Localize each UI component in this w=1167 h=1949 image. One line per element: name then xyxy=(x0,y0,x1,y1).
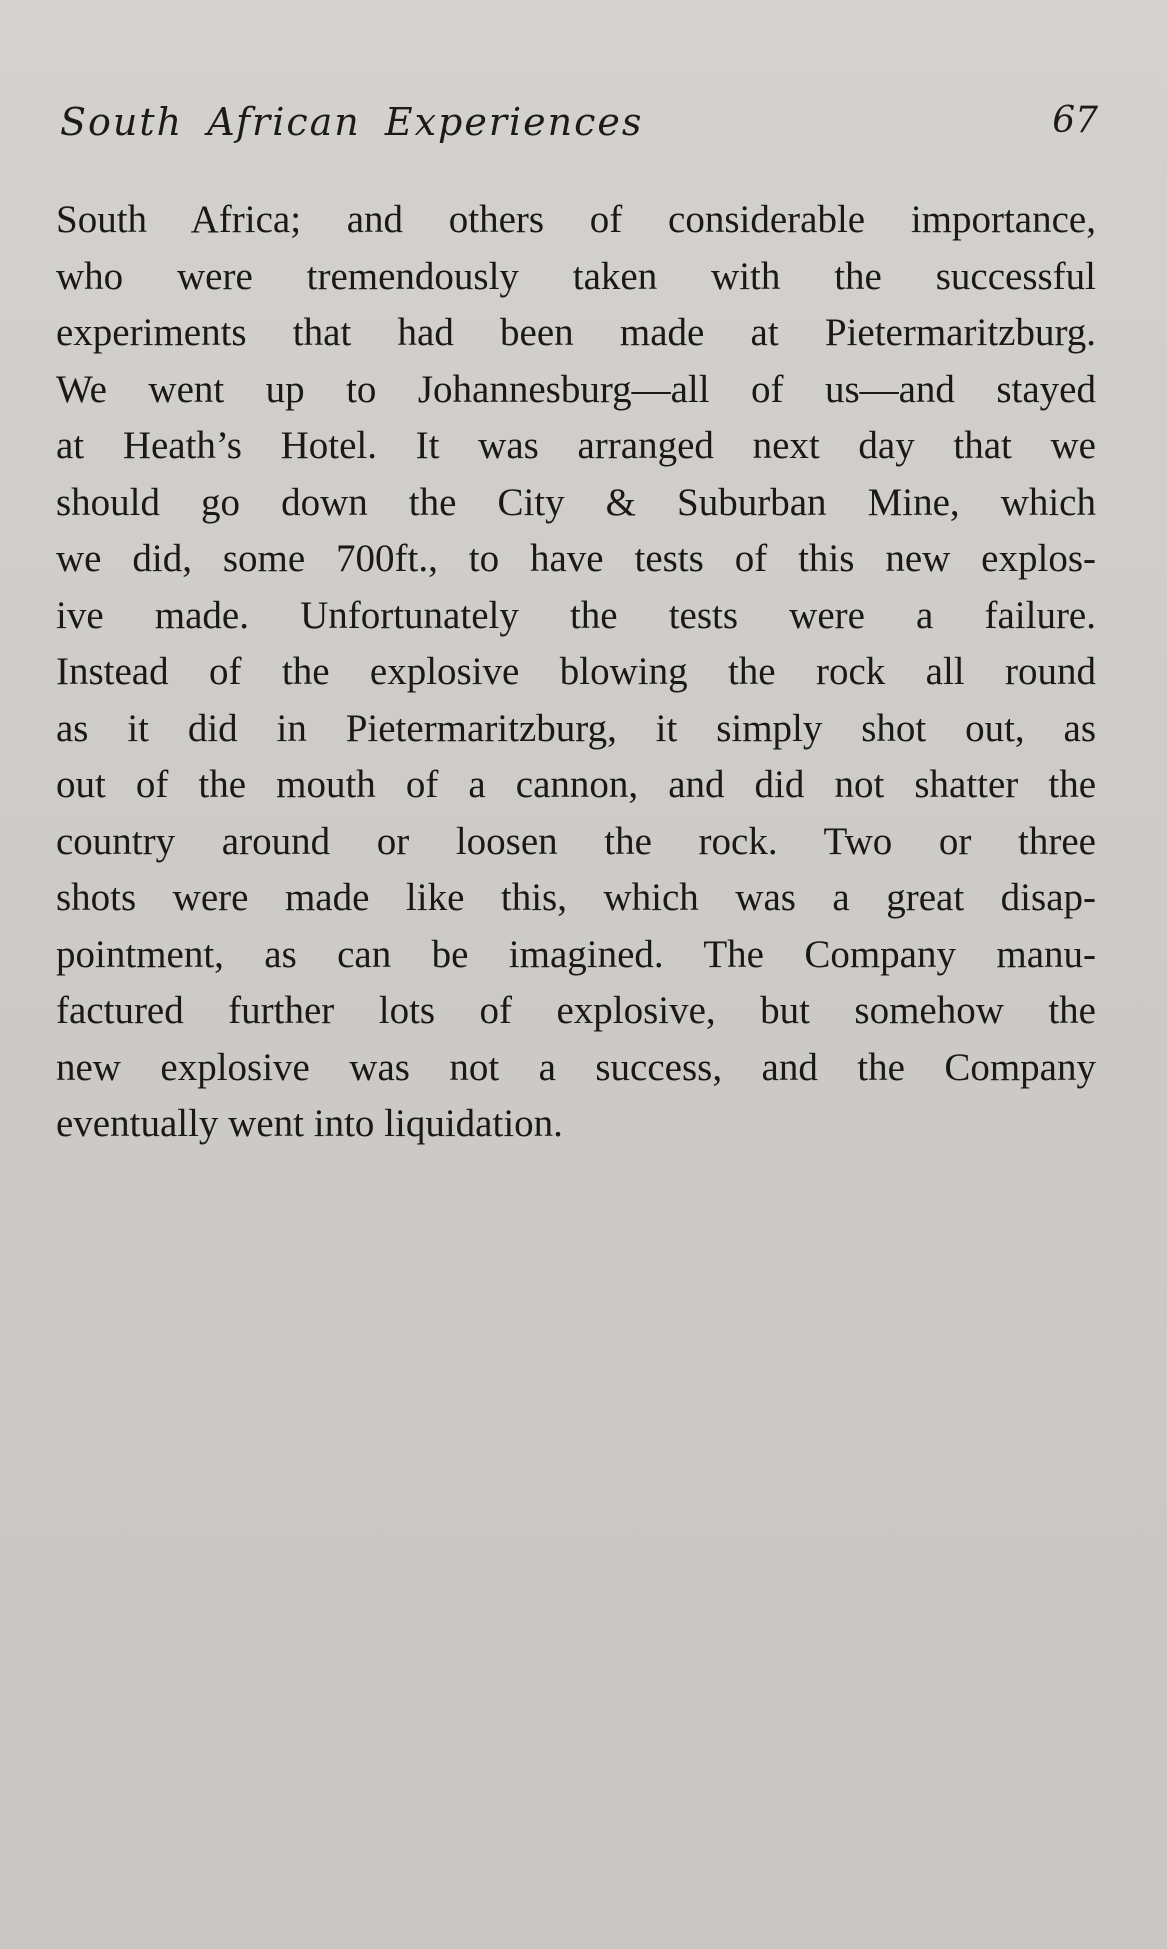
text-line: as it did in Pietermaritzburg, it simply shot out, as xyxy=(56,706,1096,750)
page-number: 67 xyxy=(1052,100,1098,141)
text-line: shots were made like this, which was a great disap- xyxy=(56,876,1096,919)
text-line: pointment, as can be imagined. The Company manu- xyxy=(56,932,1096,976)
text-line: country around or loosen the rock. Two or three xyxy=(56,819,1096,863)
text-line: Instead of the explosive blowing the rock all round xyxy=(56,650,1096,693)
text-line: factured further lots of explosive, but somehow the xyxy=(56,989,1096,1032)
running-title: South African Experiences xyxy=(60,100,644,144)
text-line: experiments that had been made at Pietermaritzburg. xyxy=(56,311,1096,354)
text-line: out of the mouth of a cannon, and did not shatter the xyxy=(56,763,1096,806)
text-line: at Heath’s Hotel. It was arranged next day that we xyxy=(56,424,1096,467)
text-line: ive made. Unfortunately the tests were a failure. xyxy=(56,593,1096,637)
text-line: who were tremendously taken with the successful xyxy=(56,254,1096,298)
text-line: new explosive was not a success, and the Company xyxy=(56,1045,1096,1089)
body-paragraph xyxy=(56,192,1096,1153)
text-line-last: eventually went into liquidation. xyxy=(56,1102,563,1145)
text-line: We went up to Johannesburg—all of us—and stayed xyxy=(56,367,1096,411)
running-head xyxy=(60,100,1098,160)
text-line: we did, some 700ft., to have tests of this new explos- xyxy=(56,537,1096,580)
text-line: South Africa; and others of considerable importance, xyxy=(56,198,1096,241)
text-line: should go down the City & Suburban Mine, which xyxy=(56,480,1096,524)
